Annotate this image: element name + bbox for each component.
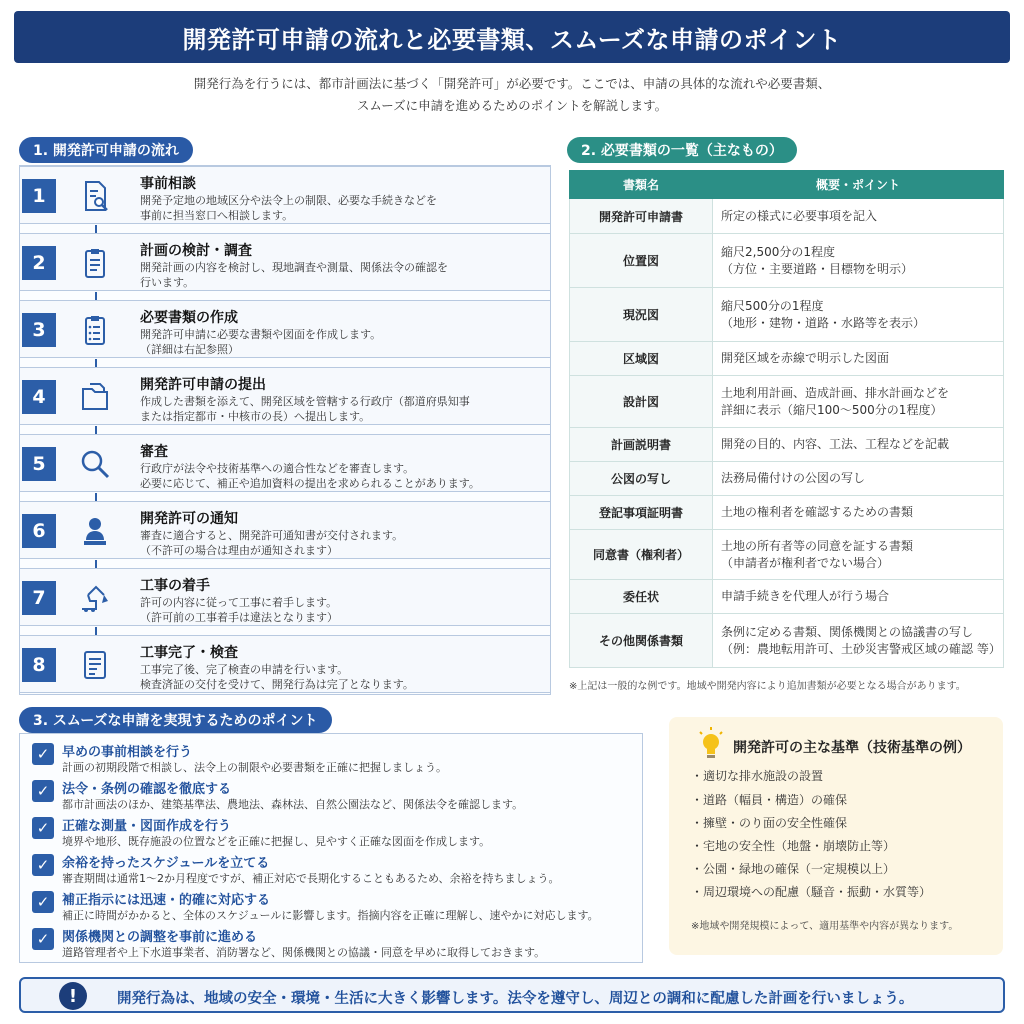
document-description: 土地の所有者等の同意を証する書類 （申請者が権利者でない場合） [713, 530, 1004, 580]
column-header-description: 概要・ポイント [713, 171, 1004, 199]
point-description: 都市計画法のほか、建築基準法、農地法、森林法、自然公園法など、関係法令を確認します。 [62, 798, 524, 811]
flow-step-4 [20, 367, 550, 425]
step-description: 開発計画の内容を検討し、現地調査や測量、関係法令の確認を 行います。 [140, 261, 448, 289]
documents-table [569, 170, 1004, 668]
excavator-icon [78, 581, 112, 615]
point-description: 審査期間は通常1〜2か月程度ですが、補正対応で長期化することもあるため、余裕を持ちましょう。 [62, 872, 560, 885]
document-description: 縮尺2,500分の1程度 （方位・主要道路・目標物を明示） [713, 234, 1004, 288]
step-number: 1 [22, 179, 56, 213]
checkbox-checked-icon: ✓ [32, 743, 54, 765]
flow-step-1 [20, 166, 550, 224]
table-row [570, 288, 1004, 342]
step-number: 8 [22, 648, 56, 682]
table-row [570, 462, 1004, 496]
checkbox-checked-icon: ✓ [32, 891, 54, 913]
point-title: 正確な測量・図面作成を行う [62, 819, 232, 834]
table-row [570, 342, 1004, 376]
table-row [570, 614, 1004, 668]
lightbulb-icon [697, 727, 725, 761]
document-name: 登記事項証明書 [570, 496, 713, 530]
document-description: 法務局備付けの公図の写し [713, 462, 1004, 496]
document-description: 申請手続きを代理人が行う場合 [713, 580, 1004, 614]
table-row [570, 530, 1004, 580]
step-title: 必要書類の作成 [140, 310, 238, 326]
step-description: 行政庁が法令や技術基準への適合性などを審査します。 必要に応じて、補正や追加資料の提出を求められることがあります。 [140, 462, 480, 490]
document-description: 開発区域を赤線で明示した図面 [713, 342, 1004, 376]
table-row [570, 580, 1004, 614]
document-description: 縮尺500分の1程度 （地形・建物・道路・水路等を表示） [713, 288, 1004, 342]
criteria-item: ・宅地の安全性（地盤・崩壊防止等） [691, 839, 896, 853]
document-name: 同意書（権利者） [570, 530, 713, 580]
footer-message: 開発行為は、地域の安全・環境・生活に大きく影響します。法令を遵守し、周辺との調和に配慮した計画を行いましょう。 [117, 991, 914, 1007]
step-title: 開発許可の通知 [140, 511, 238, 527]
flow-arrow [95, 627, 97, 635]
document-description: 条例に定める書類、関係機関との協議書の写し （例：農地転用許可、土砂災害警戒区域の確認 等） [713, 614, 1004, 668]
document-name: 計画説明書 [570, 428, 713, 462]
step-title: 審査 [140, 444, 168, 460]
document-search-icon [78, 179, 112, 213]
document-description: 所定の様式に必要事項を記入 [713, 199, 1004, 234]
criteria-box [669, 717, 1003, 955]
flow-arrow [95, 426, 97, 434]
table-header-row [570, 171, 1004, 199]
point-description: 補正に時間がかかると、全体のスケジュールに影響します。指摘内容を正確に理解し、速やかに対応します。 [62, 909, 599, 922]
step-description: 開発予定地の地域区分や法令上の制限、必要な手続きなどを 事前に担当窓口へ相談します。 [140, 194, 437, 222]
criteria-item: ・周辺環境への配慮（騒音・振動・水質等） [691, 885, 932, 899]
flow-arrow [95, 225, 97, 233]
step-title: 計画の検討・調査 [140, 243, 252, 259]
flow-step-3 [20, 300, 550, 358]
page-title: 開発許可申請の流れと必要書類、スムーズな申請のポイント [182, 25, 842, 54]
point-item [32, 741, 632, 777]
document-name: 公図の写し [570, 462, 713, 496]
flow-panel [19, 165, 551, 695]
point-description: 道路管理者や上下水道事業者、消防署など、関係機関との協議・同意を早めに取得しておきます。 [62, 946, 546, 959]
document-name: 設計図 [570, 376, 713, 428]
flow-arrow [95, 359, 97, 367]
person-stamp-icon [78, 514, 112, 548]
documents-heading: 2. 必要書類の一覧（主なもの） [567, 137, 797, 163]
flow-step-5 [20, 434, 550, 492]
flow-arrow [95, 560, 97, 568]
clipboard-list-icon [78, 313, 112, 347]
step-title: 事前相談 [140, 176, 196, 192]
intro-line-2: スムーズに申請を進めるためのポイントを解説します。 [356, 98, 668, 113]
document-name: 現況図 [570, 288, 713, 342]
magnifier-icon [78, 447, 112, 481]
document-description: 開発の目的、内容、工法、工程などを記載 [713, 428, 1004, 462]
table-row [570, 376, 1004, 428]
step-number: 2 [22, 246, 56, 280]
step-description: 作成した書類を添えて、開発区域を管轄する行政庁（都道府県知事 または指定都市・中核市の長）へ提出します。 [140, 395, 470, 423]
step-description: 審査に適合すると、開発許可通知書が交付されます。 （不許可の場合は理由が通知されます） [140, 529, 404, 557]
step-description: 工事完了後、完了検査の申請を行います。 検査済証の交付を受けて、開発行為は完了となります。 [140, 663, 414, 691]
flow-arrow [95, 493, 97, 501]
intro-line-1: 開発行為を行うには、都市計画法に基づく「開発許可」が必要です。ここでは、申請の具体的な流れや必要書類、 [193, 76, 831, 91]
point-title: 余裕を持ったスケジュールを立てる [62, 856, 270, 871]
table-row [570, 199, 1004, 234]
flow-step-7 [20, 568, 550, 626]
step-description: 開発許可申請に必要な書類や図面を作成します。 （詳細は右記参照） [140, 328, 382, 356]
point-item [32, 926, 632, 962]
step-title: 工事完了・検査 [140, 645, 238, 661]
criteria-item: ・擁壁・のり面の安全性確保 [691, 816, 848, 830]
points-heading: 3. スムーズな申請を実現するためのポイント [19, 707, 332, 733]
clipboard-icon [78, 246, 112, 280]
point-title: 法令・条例の確認を徹底する [62, 782, 232, 797]
criteria-title: 開発許可の主な基準（技術基準の例） [733, 740, 971, 756]
step-number: 7 [22, 581, 56, 615]
flow-step-2 [20, 233, 550, 291]
table-row [570, 496, 1004, 530]
flow-arrow [95, 292, 97, 300]
point-title: 関係機関との調整を事前に進める [62, 930, 258, 945]
table-row [570, 234, 1004, 288]
checklist-document-icon [78, 648, 112, 682]
document-name: 開発許可申請書 [570, 199, 713, 234]
flow-step-8 [20, 635, 550, 693]
column-header-name: 書類名 [570, 171, 713, 199]
footer-banner [19, 977, 1005, 1013]
step-number: 6 [22, 514, 56, 548]
step-description: 許可の内容に従って工事に着手します。 （許可前の工事着手は違法となります） [140, 596, 338, 624]
checkbox-checked-icon: ✓ [32, 928, 54, 950]
point-item [32, 815, 632, 851]
point-description: 計画の初期段階で相談し、法令上の制限や必要書類を正確に把握しましょう。 [62, 761, 447, 774]
document-name: 区域図 [570, 342, 713, 376]
flow-step-6 [20, 501, 550, 559]
step-number: 3 [22, 313, 56, 347]
step-title: 工事の着手 [140, 578, 210, 594]
points-panel [19, 733, 643, 963]
folder-icon [78, 380, 112, 414]
document-description: 土地利用計画、造成計画、排水計画などを 詳細に表示（縮尺100〜500分の1程度） [713, 376, 1004, 428]
point-title: 補正指示には迅速・的確に対応する [62, 893, 271, 908]
table-note: ※上記は一般的な例です。地域や開発内容により追加書類が必要となる場合があります。 [569, 681, 966, 692]
point-title: 早めの事前相談を行う [62, 745, 193, 760]
point-item [32, 778, 632, 814]
criteria-item: ・公園・緑地の確保（一定規模以上） [691, 862, 896, 876]
point-description: 境界や地形、既存施設の位置などを正確に把握し、見やすく正確な図面を作成します。 [62, 835, 491, 848]
point-item [32, 852, 632, 888]
checkbox-checked-icon: ✓ [32, 854, 54, 876]
document-description: 土地の権利者を確認するための書類 [713, 496, 1004, 530]
table-row [570, 428, 1004, 462]
intro-text [40, 73, 984, 117]
criteria-item: ・適切な排水施設の設置 [691, 769, 824, 783]
document-name: 位置図 [570, 234, 713, 288]
point-item [32, 889, 632, 925]
document-name: 委任状 [570, 580, 713, 614]
step-number: 5 [22, 447, 56, 481]
checkbox-checked-icon: ✓ [32, 817, 54, 839]
step-title: 開発許可申請の提出 [140, 377, 266, 393]
checkbox-checked-icon: ✓ [32, 780, 54, 802]
flow-heading: 1. 開発許可申請の流れ [19, 137, 193, 163]
exclamation-icon: ! [59, 982, 87, 1010]
criteria-item: ・道路（幅員・構造）の確保 [691, 793, 848, 807]
document-name: その他関係書類 [570, 614, 713, 668]
criteria-note: ※地域や開発規模によって、適用基準や内容が異なります。 [691, 921, 959, 932]
step-number: 4 [22, 380, 56, 414]
title-banner [14, 11, 1010, 63]
